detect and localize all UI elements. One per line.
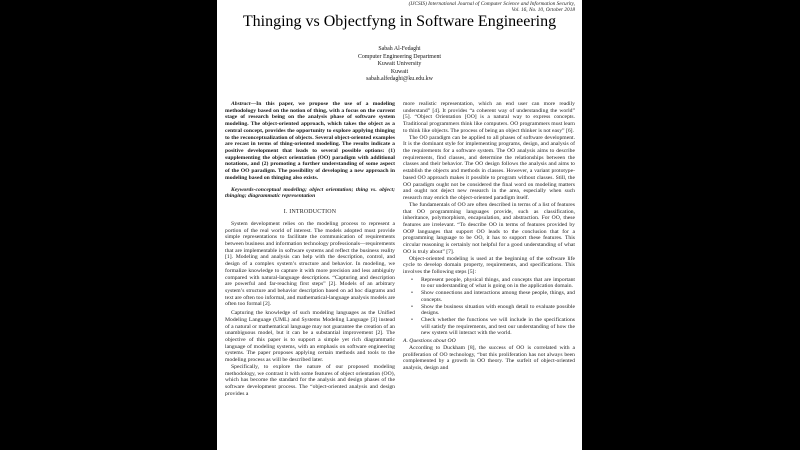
right-paragraph-1: The OO paradigm can be applied to all phases of software development. It is the dominant style for implementing programs, design, and analysis of the requirements for a software system. The OO analysis aims to describe requirements, find classes, and determine the relationships between the classes and their behavior. The OO design follows the analysis and aims to establish the objects and methods in classes. However, a variant prototype-based OO approach makes it possible to program without classes. Still, the OO paradigm ought not be considered the final word on modeling matters and ought not deject new research in the area, especially when such research may enrich the object-oriented paradigm itself. bbox=[403, 134, 575, 202]
list-item bbox=[411, 317, 575, 337]
bullet-icon: • bbox=[411, 276, 413, 283]
bullet-icon: • bbox=[411, 303, 413, 310]
subsection-heading: A. Questions about OO bbox=[403, 338, 456, 345]
intro-paragraph-3: Specifically, to explore the nature of our proposed modeling methodology, we contrast it with some features of object orientation (OO), which has become the standard for the analysis and design phases of the software development process. The “object-oriented analysis and design provides a bbox=[225, 363, 395, 397]
right-paragraph-2: The fundamentals of OO are often described in terms of a list of features that OO programming languages provide, such as classification, inheritance, polymorphism, encapsulation, and abstraction. For OO, these features are irrelevant. “To describe OO in terms of features provided by OOP languages that support OO leads to the conclusion that for a programming language to be OO, it has to support these features. This circular reasoning is certainly not helpful for a good understanding of what OO is truly about” [7]. bbox=[403, 201, 575, 255]
list-item bbox=[411, 290, 575, 303]
journal-header-line-1: (IJCSIS) International Journal of Computer Science and Information Security, bbox=[408, 1, 575, 7]
keywords: Keywords-conceptual modeling; object orientation; thing vs. object; thinging; diagrammatic representation bbox=[225, 186, 395, 200]
paper-title: Thinging vs Objectfyng in Software Engineering bbox=[242, 13, 557, 30]
bullet-icon: • bbox=[411, 317, 413, 323]
list-item-text: Represent people, physical things, and concepts that are important to our understanding of what is going on in the application domain. bbox=[421, 276, 575, 290]
list-item bbox=[411, 303, 575, 317]
author-email: sabah.alfedaghi@ku.edu.kw bbox=[366, 76, 433, 83]
paper-page bbox=[217, 0, 582, 450]
journal-header-line-2: Vol. 16, No. 10, October 2018 bbox=[511, 7, 575, 14]
journal-header bbox=[325, 1, 575, 14]
list-item bbox=[411, 276, 575, 290]
list-item-text: Show the business situation with enough detail to evaluate possible designs. bbox=[421, 303, 575, 317]
abstract bbox=[225, 101, 395, 182]
right-margin-background bbox=[582, 0, 800, 450]
author-university: Kuwait University bbox=[377, 61, 422, 68]
right-paragraph-3: Object-oriented modeling is used at the beginning of the software life cycle to develop domain property, requirements, and specifications. This involves the following steps [5]: bbox=[403, 255, 575, 275]
author-block bbox=[217, 46, 582, 84]
right-continuation-paragraph: more realistic representation, which an end user can more readily understand” [4]. It provides “a coherent way of understanding the world” [5]. “Object Orientation [OO] is a natural way to express concepts. Traditional programmers think like computers. OO programmers must learn to think like objects. The process of being an object thinker is not easy” [6]. bbox=[403, 101, 575, 134]
left-column bbox=[225, 101, 395, 397]
bullet-icon: • bbox=[411, 290, 413, 297]
abstract-lead: Abstract bbox=[231, 101, 251, 107]
abstract-text: —In this paper, we propose the use of a modeling methodology based on the notion of thing, with a focus on the current stage of research being on the analysis phase of software system modeling. The object-oriented approach, which takes the object as a central concept, provides the opportunity to explore applying thinging to the reconceptualization of objects. Several object-oriented examples are recast in terms of thing-oriented modeling. The results indicate a positive development that leads to several possible options: (1) supplementing the object orientation (OO) paradigm with additional notations, and (2) promoting a further understanding of some aspect of the OO paradigm. The possibility of developing a new approach in modeling based on thinging also exists. bbox=[225, 101, 395, 181]
intro-paragraph-1: System development relies on the modeling process to represent a portion of the real world of interest. The models adopted must provide simple representations to facilitate the communication of requirements between business and information technology professionals—requirements that are implementable in software systems and reflect the business reality [1]. Modeling and analysis can help with the description, control, and design of a complex system’s structure and behavior. In modeling, we formalize knowledge to capture it with more precision and less ambiguity compared with natural-language descriptions. “Capturing and description are powerful and far-reaching first steps” [2]. Models of an arbitrary system’s structure and behavior description based on ad hoc diagrams and text are often too informal, and mathematical-language analysis models are often too formal [2]. bbox=[225, 220, 395, 308]
author-department: Computer Engineering Department bbox=[357, 53, 442, 60]
section-heading-introduction: I. INTRODUCTION bbox=[283, 209, 337, 216]
right-final-paragraph: According to Duckham [8], the success of OO is correlated with a proliferation of OO technology, “but this proliferation has not always been complemented by a growth in OO theory. The surfeit of object-oriented analysis, design and bbox=[403, 344, 575, 372]
list-item-text: Check whether the functions we will include in the specifications will satisfy the requirements, and test our understanding of how the new system will interact with the world. bbox=[421, 317, 575, 337]
author-country: Kuwait bbox=[390, 68, 409, 75]
steps-list bbox=[403, 277, 575, 337]
right-column bbox=[403, 101, 575, 372]
author-name: Sabah Al-Fedaghi bbox=[378, 46, 421, 52]
intro-paragraph-2: Capturing the knowledge of such modeling languages as the Unified Modeling Language (UML) and Systems Modeling Language [3] instead of a natural or mathematical language may not guarantee the creation of an unambiguous model, but it can be a substantial improvement [2]. The objective of this paper is to support a simple yet rich diagrammatic language of modeling systems, with an emphasis on software engineering systems. The paper proposes applying certain methods and tools to the modeling process as will be described later. bbox=[225, 310, 395, 364]
left-margin-background bbox=[0, 0, 217, 450]
list-item-text: Show connections and interactions among these people, things, and concepts. bbox=[421, 290, 575, 303]
